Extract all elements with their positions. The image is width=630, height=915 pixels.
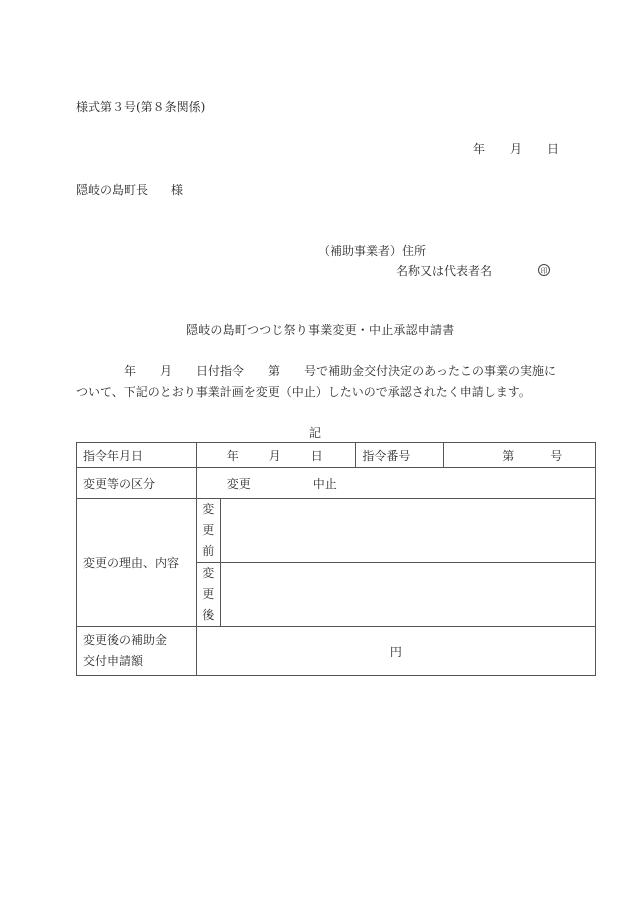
before-content-field[interactable] bbox=[220, 499, 595, 563]
change-type-field[interactable] bbox=[196, 468, 595, 499]
body-dai: 第 bbox=[268, 364, 281, 378]
option-cancel[interactable]: 中止 bbox=[312, 476, 337, 491]
after-label: 変 更 後 bbox=[196, 563, 220, 627]
year-label: 年 bbox=[473, 142, 486, 156]
day-label: 日 bbox=[547, 142, 560, 156]
addressee bbox=[76, 184, 183, 196]
reason-label: 変更の理由、内容 bbox=[77, 499, 197, 627]
body-text-line-2: ついて、下記のとおり事業計画を変更（中止）したいので承認されたく申請します。 bbox=[76, 385, 531, 399]
addressee-honorific: 様 bbox=[171, 183, 184, 197]
application-table bbox=[76, 442, 596, 676]
body-rest: 号で補助金交付決定のあったこの事業の実施に bbox=[304, 364, 556, 378]
addressee-name: 隠岐の島町長 bbox=[76, 183, 149, 197]
after-content-field[interactable] bbox=[220, 563, 595, 627]
body-date-order: 日付指令 bbox=[196, 364, 245, 378]
amount-field[interactable] bbox=[196, 627, 595, 676]
table-row-change-type bbox=[77, 468, 596, 499]
submission-date bbox=[473, 143, 559, 155]
option-change[interactable]: 変更 bbox=[226, 476, 251, 491]
document-title: 隠岐の島町つつじ祭り事業変更・中止承認申請書 bbox=[186, 323, 455, 337]
ki-heading: 記 bbox=[309, 426, 322, 440]
body-year: 年 bbox=[124, 364, 137, 378]
month-label: 月 bbox=[510, 142, 523, 156]
order-number-field[interactable]: 第 号 bbox=[444, 443, 596, 468]
applicant-name-label: 名称又は代表者名 bbox=[396, 264, 493, 278]
amount-label: 変更後の補助金 交付申請額 bbox=[77, 627, 197, 676]
seal-icon: 印 bbox=[538, 264, 550, 276]
order-date-label: 指令年月日 bbox=[77, 443, 197, 468]
body-month: 月 bbox=[160, 364, 173, 378]
before-label: 変 更 前 bbox=[196, 499, 220, 563]
table-row-amount bbox=[77, 627, 596, 676]
order-number-label: 指令番号 bbox=[356, 443, 444, 468]
table-row-reason-before bbox=[77, 499, 596, 563]
form-number: 様式第３号(第８条関係) bbox=[76, 100, 206, 114]
order-date-field[interactable]: 年 月 日 bbox=[196, 443, 356, 468]
yen-unit: 円 bbox=[389, 644, 402, 659]
table-row-order-date bbox=[77, 443, 596, 468]
body-text-line-1 bbox=[124, 365, 556, 377]
applicant-address-label: （補助事業者）住所 bbox=[318, 244, 427, 258]
change-type-label: 変更等の区分 bbox=[77, 468, 197, 499]
